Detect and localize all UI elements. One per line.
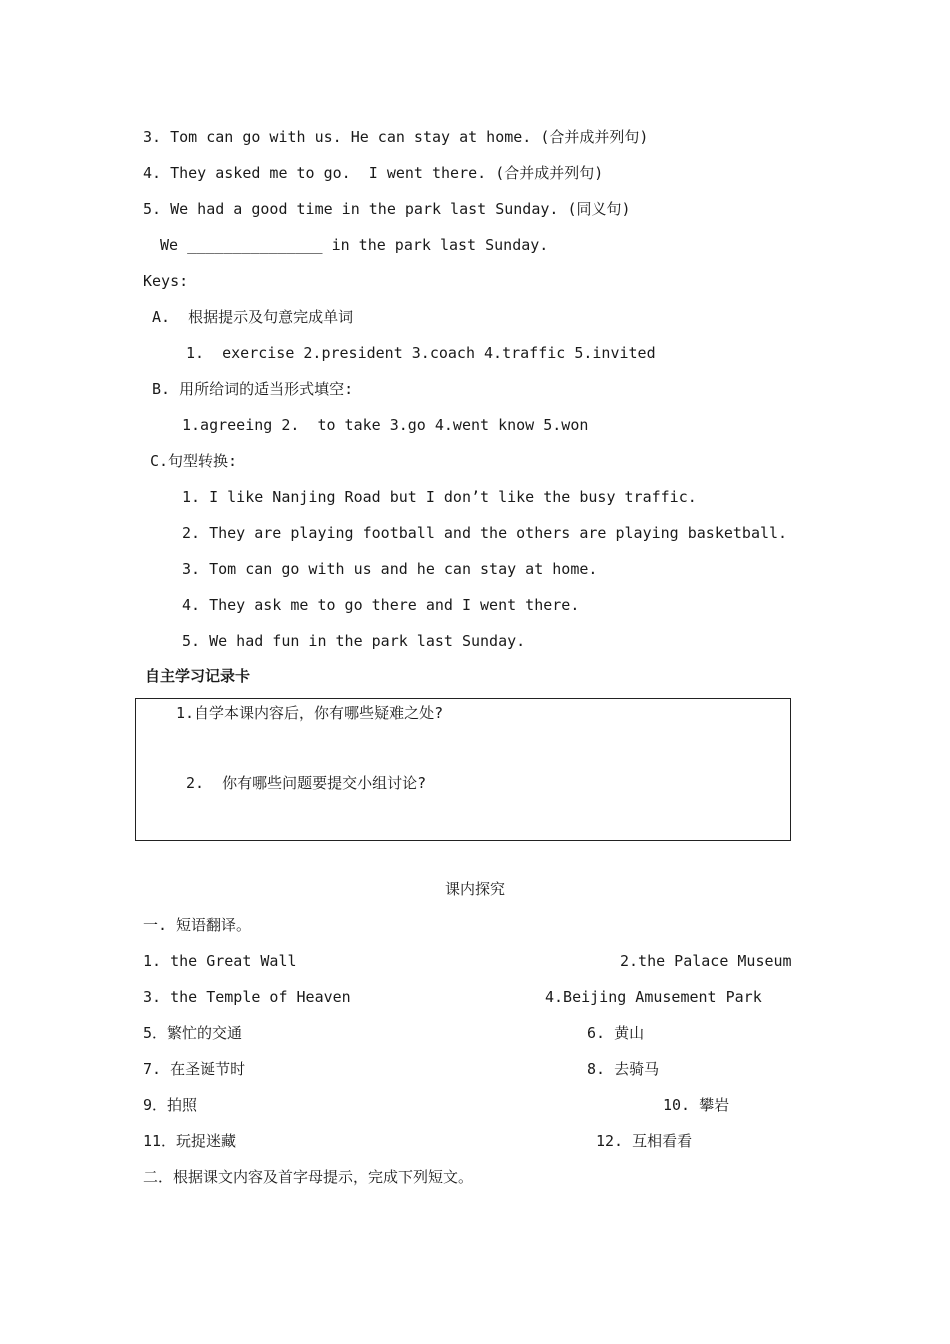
phrase-item: 2.the Palace Museum [620, 952, 792, 970]
phrase-item: 8. 去骑马 [587, 1060, 660, 1078]
exercise-line-3: 3. Tom can go with us. He can stay at home. (合并成并列句) [143, 128, 649, 146]
keys-b-answers: 1.agreeing 2. to take 3.go 4.went know 5.won [182, 416, 589, 434]
inquiry-title: 课内探究 [444, 880, 505, 898]
phrase-item: 10. 攀岩 [663, 1096, 730, 1114]
section-2-heading: 二．根据课文内容及首字母提示，完成下列短文。 [143, 1168, 474, 1186]
phrase-item: 5．繁忙的交通 [143, 1024, 243, 1042]
keys-label: Keys: [143, 272, 189, 290]
phrase-item: 9．拍照 [143, 1096, 198, 1114]
keys-c-heading: C.句型转换: [150, 452, 238, 470]
keys-c-answer: 5. We had fun in the park last Sunday. [182, 632, 526, 650]
phrase-item: 1. the Great Wall [143, 952, 297, 970]
phrase-item: 11．玩捉迷藏 [143, 1132, 237, 1150]
exercise-line-4: 4. They asked me to go. I went there. (合并成并列句) [143, 164, 604, 182]
keys-b-heading: B. 用所给词的适当形式填空: [152, 380, 354, 398]
keys-c-answer: 2. They are playing football and the others are playing basketball. [182, 524, 788, 542]
keys-a-heading: A. 根据提示及句意完成单词 [152, 308, 354, 326]
keys-a-answers: 1. exercise 2.president 3.coach 4.traffic 5.invited [186, 344, 656, 362]
record-card-question-2: 2. 你有哪些问题要提交小组讨论? [186, 774, 427, 792]
exercise-line-5-blank: We _______________ in the park last Sunday. [160, 236, 549, 254]
phrase-item: 6. 黄山 [587, 1024, 645, 1042]
phrase-item: 7. 在圣诞节时 [143, 1060, 246, 1078]
record-card-question-1: 1.自学本课内容后，你有哪些疑难之处? [176, 704, 444, 722]
phrase-item: 3. the Temple of Heaven [143, 988, 351, 1006]
section-1-heading: 一. 短语翻译。 [143, 916, 252, 934]
keys-c-answer: 3. Tom can go with us and he can stay at home. [182, 560, 598, 578]
keys-c-answer: 4. They ask me to go there and I went there. [182, 596, 580, 614]
keys-c-answer: 1. I like Nanjing Road but I don’t like the busy traffic. [182, 488, 697, 506]
phrase-item: 4.Beijing Amusement Park [545, 988, 762, 1006]
record-card-title: 自主学习记录卡 [145, 667, 251, 685]
phrase-item: 12. 互相看看 [596, 1132, 693, 1150]
exercise-line-5: 5. We had a good time in the park last Sunday. (同义句) [143, 200, 631, 218]
